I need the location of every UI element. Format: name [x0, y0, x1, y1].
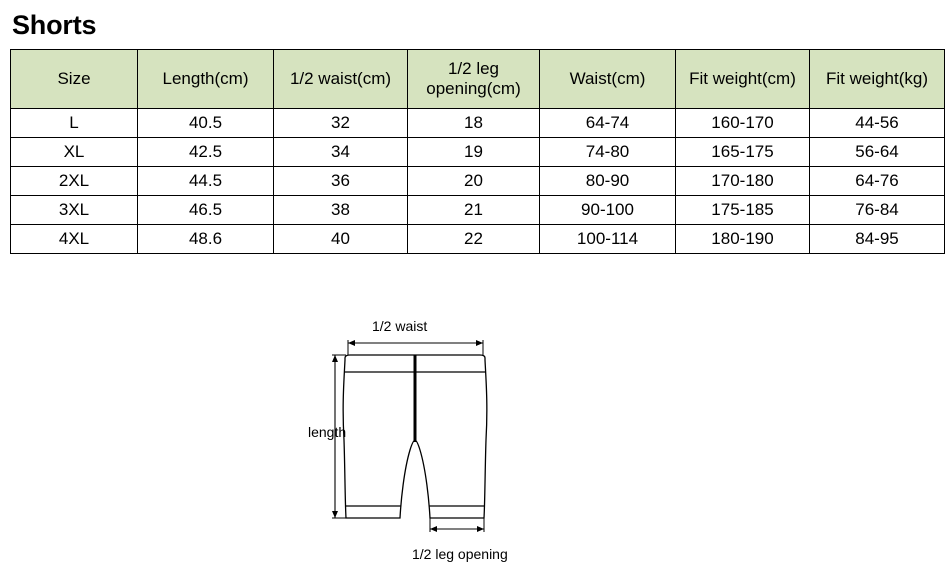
cell-waist: 64-74 [540, 109, 676, 138]
shorts-measurement-diagram [290, 310, 670, 570]
cell-fit-weight-cm: 165-175 [676, 138, 810, 167]
column-header-half-waist: 1/2 waist(cm) [274, 50, 408, 109]
cell-half-waist: 38 [274, 196, 408, 225]
cell-fit-weight-kg: 84-95 [810, 225, 945, 254]
cell-length: 40.5 [138, 109, 274, 138]
diagram-label-leg-opening: 1/2 leg opening [412, 546, 508, 562]
cell-half-waist: 34 [274, 138, 408, 167]
length-arrow-bottom [332, 511, 338, 518]
column-header-fit-weight-kg: Fit weight(kg) [810, 50, 945, 109]
table-row [11, 225, 945, 254]
cell-fit-weight-cm: 170-180 [676, 167, 810, 196]
diagram-label-half-waist: 1/2 waist [372, 318, 428, 334]
cell-waist: 100-114 [540, 225, 676, 254]
length-arrow-top [332, 355, 338, 362]
cell-fit-weight-kg: 44-56 [810, 109, 945, 138]
column-header-length: Length(cm) [138, 50, 274, 109]
cell-fit-weight-cm: 175-185 [676, 196, 810, 225]
cell-fit-weight-kg: 64-76 [810, 167, 945, 196]
cell-fit-weight-kg: 56-64 [810, 138, 945, 167]
shorts-diagram-svg [290, 310, 670, 570]
column-header-waist: Waist(cm) [540, 50, 676, 109]
cell-waist: 90-100 [540, 196, 676, 225]
cell-half-leg-opening: 19 [408, 138, 540, 167]
diagram-label-length: length [308, 424, 347, 440]
cell-fit-weight-cm: 180-190 [676, 225, 810, 254]
cell-length: 44.5 [138, 167, 274, 196]
cell-fit-weight-cm: 160-170 [676, 109, 810, 138]
cell-half-waist: 40 [274, 225, 408, 254]
table-row [11, 109, 945, 138]
cell-half-waist: 32 [274, 109, 408, 138]
page-title: Shorts [12, 10, 97, 40]
column-header-fit-weight-cm: Fit weight(cm) [676, 50, 810, 109]
cell-half-leg-opening: 21 [408, 196, 540, 225]
cell-half-waist: 36 [274, 167, 408, 196]
leg-opening-arrow-right [477, 526, 484, 532]
cell-size: 4XL [11, 225, 138, 254]
leg-opening-arrow-left [430, 526, 437, 532]
half-waist-arrow-left [348, 340, 355, 346]
cell-length: 42.5 [138, 138, 274, 167]
cell-size: L [11, 109, 138, 138]
cell-half-leg-opening: 18 [408, 109, 540, 138]
cell-fit-weight-kg: 76-84 [810, 196, 945, 225]
cell-size: 2XL [11, 167, 138, 196]
column-header-size: Size [11, 50, 138, 109]
cell-size: XL [11, 138, 138, 167]
size-chart-table [10, 49, 945, 254]
half-waist-arrow-right [476, 340, 483, 346]
table-row [11, 138, 945, 167]
column-header-half-leg-opening: 1/2 leg opening(cm) [408, 50, 540, 109]
cell-half-leg-opening: 20 [408, 167, 540, 196]
cell-waist: 80-90 [540, 167, 676, 196]
cell-size: 3XL [11, 196, 138, 225]
table-row [11, 196, 945, 225]
cell-length: 48.6 [138, 225, 274, 254]
table-header-row [11, 50, 945, 109]
cell-length: 46.5 [138, 196, 274, 225]
cell-waist: 74-80 [540, 138, 676, 167]
cell-half-leg-opening: 22 [408, 225, 540, 254]
table-row [11, 167, 945, 196]
